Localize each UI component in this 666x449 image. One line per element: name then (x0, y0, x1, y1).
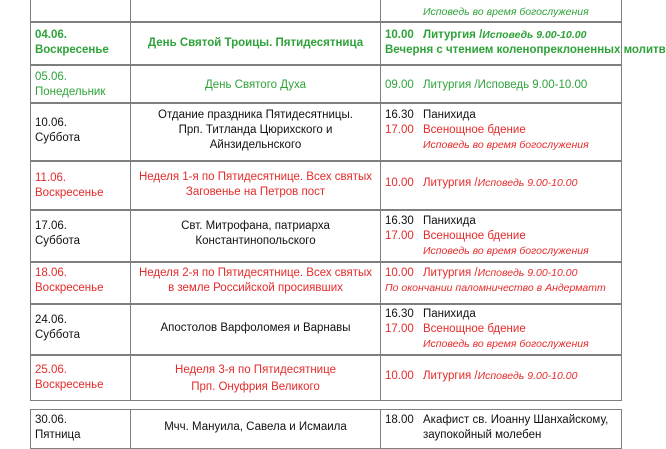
weekday: Суббота (35, 329, 81, 341)
service-line: Вечерня с чтением коленопреклоненных молитв (385, 44, 666, 56)
service-line: 17.00 Всенощное бдение (385, 124, 526, 136)
table-row (30, 409, 622, 449)
confession-note: Исповедь во время богослужения (423, 338, 589, 350)
service-line: 10.00 Литургия /Исповедь 9.00-10.00 (385, 267, 578, 279)
service-line: 18.00 Акафист св. Иоанну Шанхайскому, (385, 414, 609, 426)
service-line: 10.00 Литургия /Исповедь 9.00-10.00 (385, 370, 578, 382)
date: 04.06. (35, 29, 67, 41)
date: 18.06. (35, 267, 67, 279)
table-row (30, 262, 622, 304)
weekday: Воскресенье (35, 187, 104, 199)
weekday: Понедельник (35, 86, 106, 98)
event-title: Неделя 3-я по Пятидесятнице (175, 364, 336, 376)
table-row (30, 0, 622, 22)
service-line: 17.00 Всенощное бдение (385, 230, 526, 242)
service-line: 16.30 Панихида (385, 308, 476, 320)
event-title: Мчч. Мануила, Савела и Исмаила (164, 421, 347, 433)
date: 25.06. (35, 364, 67, 376)
event-title: в земле Российской просиявших (168, 282, 343, 294)
weekday: Воскресенье (35, 282, 104, 294)
confession-note: Исповедь во время богослужения (423, 245, 589, 257)
table-row (30, 22, 666, 65)
date: 11.06. (35, 172, 67, 184)
confession-note: Исповедь во время богослужения (423, 139, 589, 151)
service-line: 16.30 Панихида (385, 109, 476, 121)
date: 10.06. (35, 117, 67, 129)
weekday: Воскресенье (35, 379, 104, 391)
table-row (30, 355, 622, 401)
event-title: Неделя 2-я по Пятидесятнице. Всех святых (138, 267, 373, 279)
table-row (30, 65, 622, 103)
service-line: 10.00 Литургия /Исповедь 9.00-10.00 (385, 177, 578, 189)
table-row (30, 103, 622, 161)
service-line: 17.00 Всенощное бдение (385, 323, 526, 335)
service-line: 09.00 Литургия /Исповедь 9.00-10.00 (385, 79, 588, 91)
service-line: 10.00 Литургия /Исповедь 9.00-10.00 (385, 29, 587, 41)
event-title: Апостолов Варфоломея и Варнавы (160, 322, 351, 334)
date: 24.06. (35, 314, 67, 326)
event-title: Неделя 1-я по Пятидесятнице. Всех святых (138, 171, 373, 183)
weekday: Суббота (35, 235, 81, 247)
event-title: Свт. Митрофана, патриарха (181, 220, 330, 232)
date: 30.06. (35, 414, 67, 426)
date: 17.06. (35, 220, 67, 232)
event-title: Прп. Онуфрия Великого (191, 381, 320, 393)
event-title: Отдание праздника Пятидесятницы. (158, 109, 353, 121)
event-title: Константинопольского (195, 235, 316, 247)
table-row (30, 210, 622, 262)
weekday: Пятница (35, 429, 81, 441)
date: 05.06. (35, 71, 67, 83)
event-title: День Святого Духа (204, 79, 307, 91)
confession-note: Исповедь во время богослужения (423, 6, 589, 18)
service-line: 16.30 Панихида (385, 215, 476, 227)
event-title: Заговенье на Петров пост (185, 186, 326, 198)
event-title: Прп. Титланда Цюрихского и (178, 124, 333, 136)
event-title: Айнзидельнского (209, 139, 302, 151)
table-row (30, 304, 622, 355)
weekday: Суббота (35, 132, 81, 144)
table-row (30, 161, 622, 210)
pilgrimage-note: По окончании паломничество в Андерматт (385, 282, 606, 294)
service-line: заупокойный молебен (423, 429, 542, 441)
weekday: Воскресенье (35, 44, 109, 56)
event-title: День Святой Троицы. Пятидесятница (147, 37, 364, 49)
